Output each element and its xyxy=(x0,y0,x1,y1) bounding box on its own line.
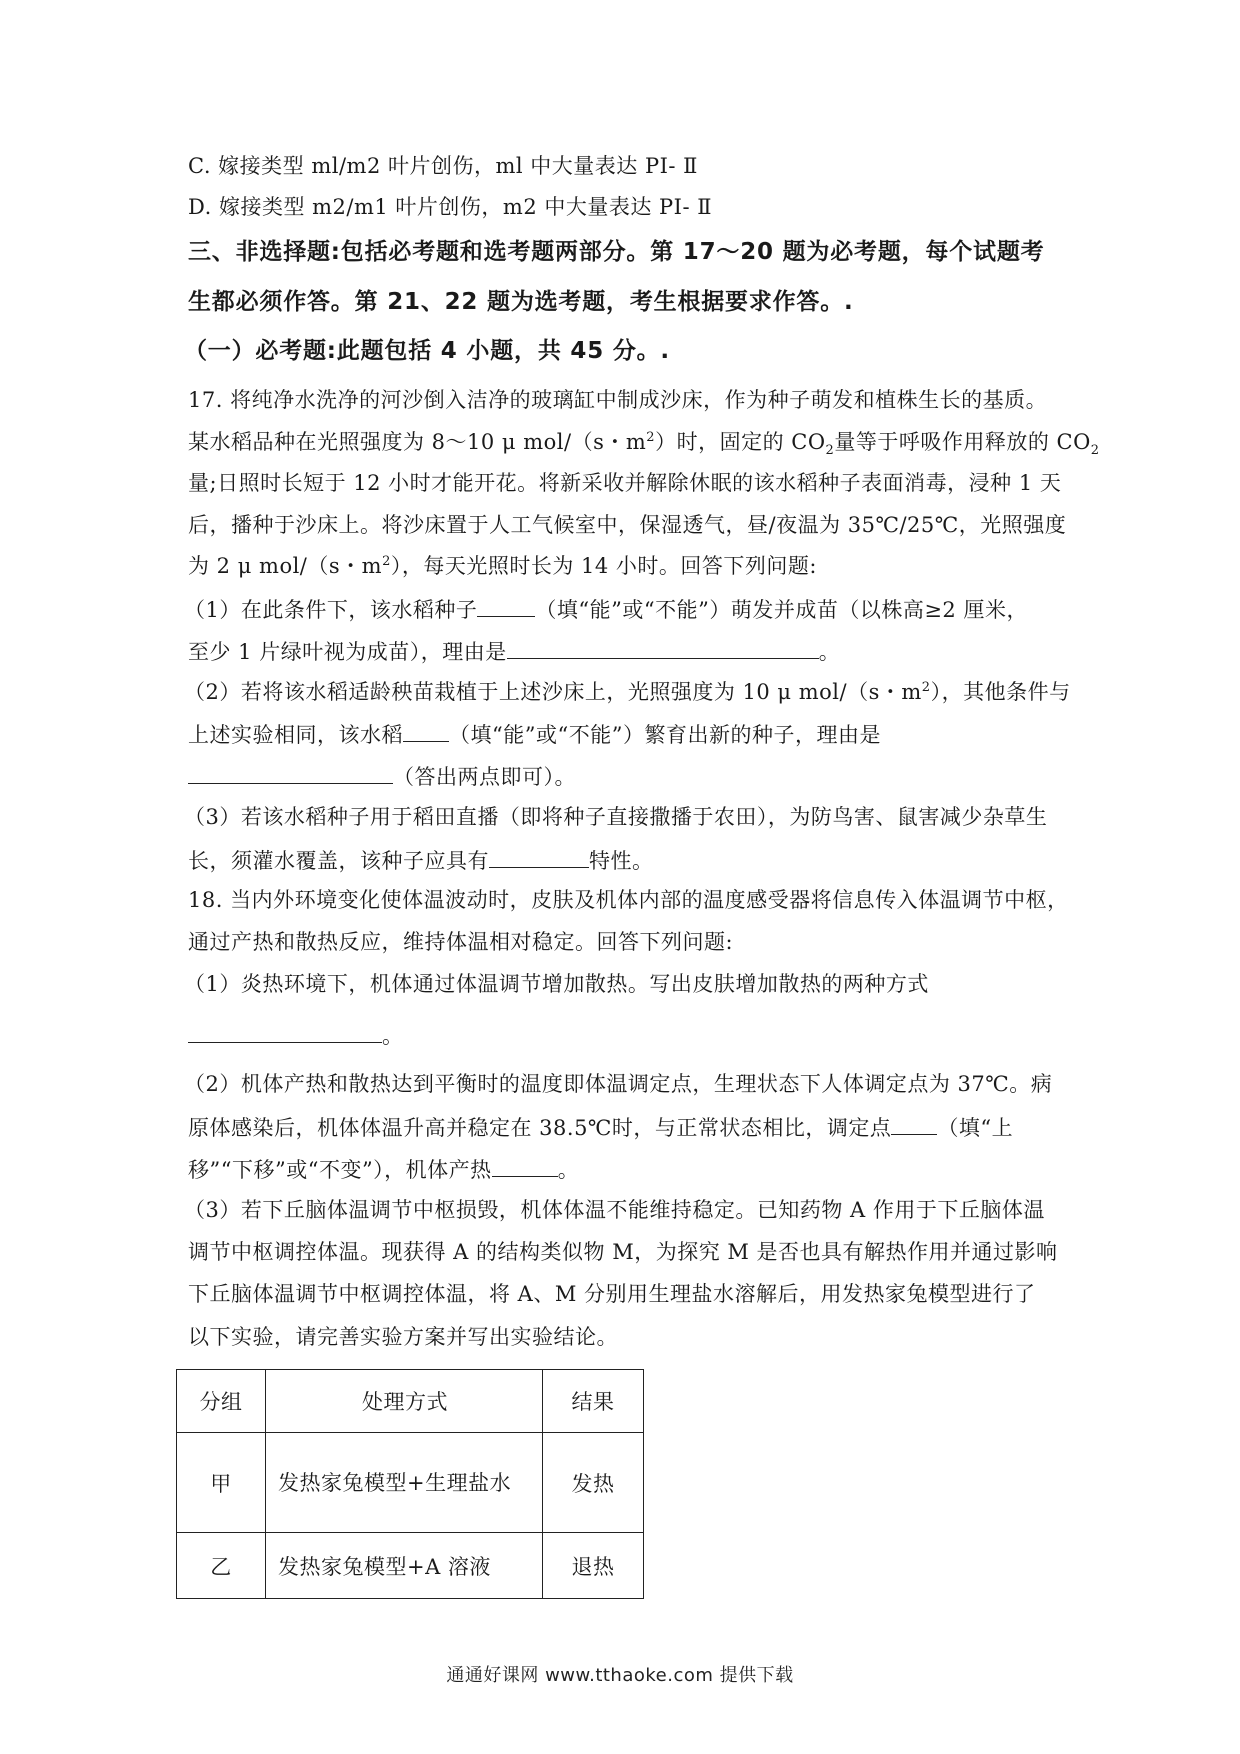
table-cell-result: 发热 xyxy=(543,1433,644,1533)
q18-part3-line3: 下丘脑体温调节中枢调控体温，将 A、M 分别用生理盐水溶解后，用发热家兔模型进行了 xyxy=(188,1282,1036,1306)
table-cell-treatment: 发热家兔模型+生理盐水 xyxy=(266,1433,543,1533)
answer-blank[interactable] xyxy=(492,1154,558,1177)
option-c: C. 嫁接类型 ml/m2 叶片创伤，ml 中大量表达 PI- Ⅱ xyxy=(188,154,698,178)
experiment-table xyxy=(176,1369,644,1599)
q17-line4: 后，播种于沙床上。将沙床置于人工气候室中，保湿透气，昼/夜温为 35℃/25℃，光照强度 xyxy=(188,513,1067,537)
q17-part2-line1: （2）若将该水稻适龄秧苗栽植于上述沙床上，光照强度为 10 μ mol/（s・$m^2$），其他条件与 xyxy=(184,680,1071,704)
section-heading-line2: 生都必须作答。第 21、22 题为选考题，考生根据要求作答。. xyxy=(188,289,854,315)
q17-part3-line1: （3）若该水稻种子用于稻田直播（即将种子直接撒播于农田），为防鸟害、鼠害减少杂草生 xyxy=(184,805,1048,829)
q18-part2-line1: （2）机体产热和散热达到平衡时的温度即体温调定点，生理状态下人体调定点为 37℃。病 xyxy=(184,1072,1053,1096)
table-cell-group: 乙 xyxy=(177,1533,266,1599)
answer-blank[interactable] xyxy=(403,719,449,742)
q17-part1-line1: （1）在此条件下，该水稻种子 （填“能”或“不能”）萌发并成苗（以株高≥2 厘米， xyxy=(184,594,1028,624)
table-cell-treatment: 发热家兔模型+A 溶液 xyxy=(266,1533,543,1599)
table-row xyxy=(177,1533,644,1599)
answer-blank[interactable] xyxy=(489,845,589,868)
answer-blank[interactable] xyxy=(477,594,535,617)
table-row xyxy=(177,1433,644,1533)
q18-part1-line2: 。 xyxy=(188,1020,404,1050)
table-header-cell: 处理方式 xyxy=(266,1370,543,1433)
q17-line2: 某水稻品种在光照强度为 8～10 μ mol/（s・$m^2$）时，固定的 $CO_2$量等于呼吸作用释放的 $CO_2$ xyxy=(188,430,1100,459)
q17-line3: 量;日照时长短于 12 小时才能开花。将新采收并解除休眠的该水稻种子表面消毒，浸种 1 天 xyxy=(188,471,1062,495)
q17-part1-line2: 至少 1 片绿叶视为成苗），理由是 。 xyxy=(188,636,840,666)
q18-part2-line2: 原体感染后，机体体温升高并稳定在 38.5℃时，与正常状态相比，调定点 （填“上 xyxy=(188,1112,1013,1142)
q18-part3-line2: 调节中枢调控体温。现获得 A 的结构类似物 M，为探究 M 是否也具有解热作用并通过影响 xyxy=(188,1240,1058,1264)
q17-part2-line3: （答出两点即可）。 xyxy=(188,761,576,791)
answer-blank[interactable] xyxy=(891,1112,937,1135)
footer-watermark: 通通好课网 www.tthaoke.com 提供下载 xyxy=(446,1665,794,1686)
q17-line1: 17. 将纯净水洗净的河沙倒入洁净的玻璃缸中制成沙床，作为种子萌发和植株生长的基质。 xyxy=(188,388,1048,412)
q17-part3-line2: 长，须灌水覆盖，该种子应具有 特性。 xyxy=(188,845,654,875)
table-cell-result: 退热 xyxy=(543,1533,644,1599)
subsection-heading: （一）必考题:此题包括 4 小题，共 45 分。. xyxy=(184,338,670,364)
q18-part2-line3: 移”“下移”或“不变”），机体产热 。 xyxy=(188,1154,579,1184)
answer-blank[interactable] xyxy=(188,1020,382,1043)
q18-line1: 18. 当内外环境变化使体温波动时，皮肤及机体内部的温度感受器将信息传入体温调节中枢， xyxy=(188,888,1069,912)
table-header-row xyxy=(177,1370,644,1433)
answer-blank[interactable] xyxy=(507,636,819,659)
q18-line2: 通过产热和散热反应，维持体温相对稳定。回答下列问题: xyxy=(188,930,734,954)
table-header-cell: 分组 xyxy=(177,1370,266,1433)
answer-blank[interactable] xyxy=(188,761,393,784)
section-heading-line1: 三、非选择题:包括必考题和选考题两部分。第 17～20 题为必考题，每个试题考 xyxy=(188,239,1045,265)
q17-line5: 为 2 μ mol/（s・$m^2$），每天光照时长为 14 小时。回答下列问题: xyxy=(188,554,818,578)
q18-part3-line1: （3）若下丘脑体温调节中枢损毁，机体体温不能维持稳定。已知药物 A 作用于下丘脑体温 xyxy=(184,1198,1045,1222)
option-d: D. 嫁接类型 m2/m1 叶片创伤，m2 中大量表达 PI- Ⅱ xyxy=(188,195,713,219)
table-cell-group: 甲 xyxy=(177,1433,266,1533)
q18-part1-line1: （1）炎热环境下，机体通过体温调节增加散热。写出皮肤增加散热的两种方式 xyxy=(184,972,929,996)
q18-part3-line4: 以下实验，请完善实验方案并写出实验结论。 xyxy=(188,1325,618,1349)
q17-part2-line2: 上述实验相同，该水稻 （填“能”或“不能”）繁育出新的种子，理由是 xyxy=(188,719,881,749)
table-header-cell: 结果 xyxy=(543,1370,644,1433)
